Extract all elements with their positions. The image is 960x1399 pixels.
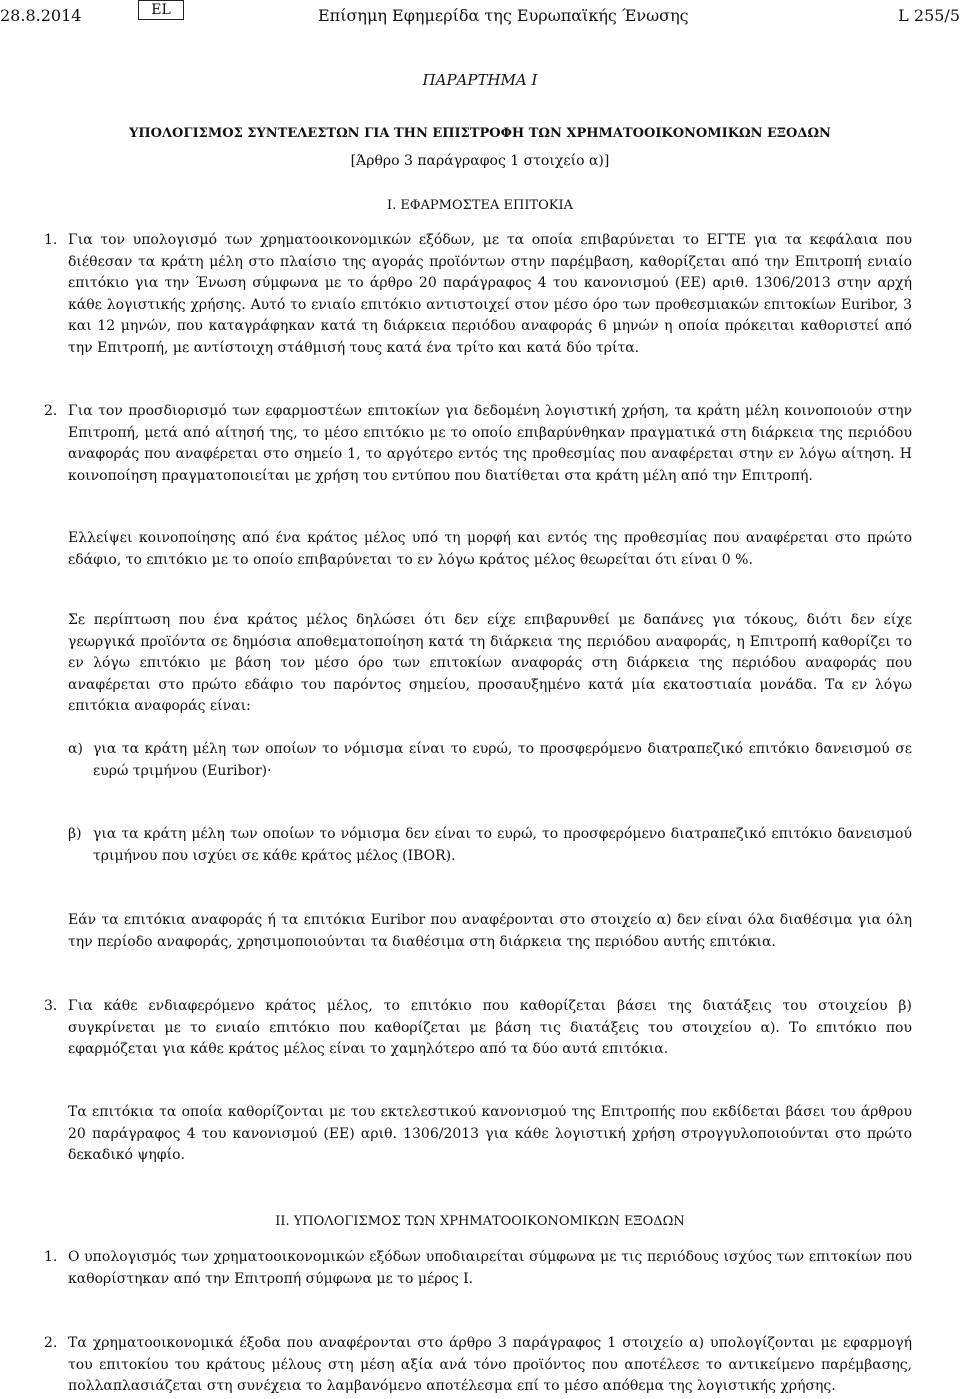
section-1-point-2-text: Για τον προσδιορισμό των εφαρμοστέων επιτοκίων για δεδομένη λογιστική χρήση, τα κράτη μέλη κοινοποιούν στην Επιτροπή, μετά από αίτησή της, το μέσο επιτόκιο με το οποίο επιβαρύνθηκαν πραγματικά στη διάρκεια της περιόδου αναφοράς που αναφέρεται στο σημείο 1, το αργότερο εντός της προθεσμίας που αναφέρεται στην εν λόγω αίτηση. Η κοινοποίηση πραγματοποιείται με χρήση του εντύπου που διατίθεται στα κράτη μέλη από την Επιτροπή.	[68, 403, 912, 484]
header-date: 28.8.2014	[0, 6, 82, 25]
section-1-point-3-paragraph-2: Τα επιτόκια τα οποία καθορίζονται με του εκτελεστικού κανονισμού της Επιτροπής που εκδίδεται βάσει του άρθρου 20 παράγραφος 4 του κανονισμού (ΕΕ) αριθ. 1306/2013 για κάθε λογιστική χρήση στρογγυλοποιούνται στο πρώτο δεκαδικό ψηφίο.	[68, 1104, 912, 1164]
section-1-point-2-paragraph-2: Ελλείψει κοινοποίησης από ένα κράτος μέλος υπό τη μορφή και εντός της προθεσμίας που αναφέρεται στο πρώτο εδάφιο, το επιτόκιο με το οποίο επιβαρύνεται το εν λόγω κράτος μέλος θεωρείται ότι είναι 0 %.	[68, 530, 912, 568]
annex-heading: ΠΑΡΑΡΤΗΜΑ I	[422, 71, 538, 89]
section-1-heading: I. ΕΦΑΡΜΟΣΤΕΑ ΕΠΙΤΟΚΙΑ	[386, 198, 574, 213]
list-item-a-label: α)	[68, 741, 83, 757]
section-1-point-3-number: 3.	[44, 998, 58, 1014]
section-1-point-1-text: Για τον υπολογισμό των χρηματοοικονομικών εξόδων, με τα οποία επιβαρύνεται το ΕΓΤΕ για τα κεφάλαια που διέθεσαν τα κράτη μέλη στο πλαίσιο της αγοράς προϊόντων στην παρέμβαση, καθορίζεται από την Επιτροπή ενιαίο επιτόκιο για την Ένωση σύμφωνα με το άρθρο 20 παράγραφος 4 του κανονισμού (ΕΕ) αριθ. 1306/2013 στην αρχή κάθε λογιστικής χρήσης. Αυτό το ενιαίο επιτόκιο αντιστοιχεί στον μέσο όρο των προθεσμιακών επιτοκίων Euribor, 3 και 12 μηνών, που καταγράφηκαν κατά τη διάρκεια περιόδου αναφοράς 6 μηνών η οποία πρόκειται καθοριστεί από την Επιτροπή, με αντίστοιχη στάθμισή τους κατά ένα τρίτο και κατά δύο τρίτα.	[68, 232, 912, 356]
section-2-point-1-text: Ο υπολογισμός των χρηματοοικονομικών εξόδων υποδιαιρείται σύμφωνα με τις περιόδους ισχύος των επιτοκίων που καθορίστηκαν από την Επιτροπή σύμφωνα με το μέρος I.	[68, 1249, 912, 1287]
list-item-a-text: για τα κράτη μέλη των οποίων το νόμισμα είναι το ευρώ, το προσφερόμενο διατραπεζικό επιτόκιο δανεισμού σε ευρώ τριμήνου (Euribor)·	[93, 741, 912, 779]
article-reference: [Άρθρο 3 παράγραφος 1 στοιχείο α)]	[350, 153, 610, 169]
section-2-point-2-text: Τα χρηματοοικονομικά έξοδα που αναφέρονται στο άρθρο 3 παράγραφος 1 στοιχείο α) υπολογίζονται με εφαρμογή του επιτοκίου του κράτους μέλους στη μέση αξία ανά τόνο προϊόντος που αποτέλεσε το αντικείμενο παρέμβασης, πολλαπλασιάζεται στη συνέχεια το λαμβανόμενο αποτέλεσμα επί το μέσο απόθεμα της λογιστικής χρήσης.	[68, 1335, 912, 1395]
section-1-point-2-paragraph-3: Σε περίπτωση που ένα κράτος μέλος δηλώσει ότι δεν είχε επιβαρυνθεί με δαπάνες για τόκους, διότι δεν είχε γεωργικά προϊόντα σε δημόσια αποθεματοποίηση κατά τη διάρκεια της περιόδου αναφοράς, η Επιτροπή καθορίζει το εν λόγω επιτόκιο με βάση τον μέσο όρο των επιτοκίων αναφοράς στη διάρκεια της περιόδου αναφοράς που αναφέρεται στο πρώτο εδάφιο του παρόντος σημείου, προσαυξημένο κατά μία εκατοστιαία μονάδα. Τα εν λόγω επιτόκια αναφοράς είναι:	[68, 612, 912, 715]
list-item-b-text: για τα κράτη μέλη των οποίων το νόμισμα δεν είναι το ευρώ, το προσφερόμενο διατραπεζικό επιτόκιο δανεισμού τριμήνου που ισχύει σε κάθε κράτος μέλος (IBOR).	[93, 826, 912, 864]
header-language-box: EL	[138, 0, 184, 20]
header-page-ref: L 255/5	[898, 6, 960, 25]
section-2-point-1-number: 1.	[44, 1249, 58, 1265]
section-2-point-2-number: 2.	[44, 1335, 58, 1351]
list-item-b-label: β)	[68, 826, 82, 842]
header-journal-title: Επίσημη Εφημερίδα της Ευρωπαϊκής Ένωσης	[318, 6, 689, 25]
section-2-heading: II. ΥΠΟΛΟΓΙΣΜΟΣ ΤΩΝ ΧΡΗΜΑΤΟΟΙΚΟΝΟΜΙΚΩΝ ΕΞΟΔΩΝ	[275, 1214, 685, 1229]
document-title: ΥΠΟΛΟΓΙΣΜΟΣ ΣΥΝΤΕΛΕΣΤΩΝ ΓΙΑ ΤΗΝ ΕΠΙΣΤΡΟΦΗ ΤΩΝ ΧΡΗΜΑΤΟΟΙΚΟΝΟΜΙΚΩΝ ΕΞΟΔΩΝ	[129, 126, 831, 141]
section-1-point-1-number: 1.	[44, 232, 58, 248]
section-1-point-2-paragraph-4: Εάν τα επιτόκια αναφοράς ή τα επιτόκια Euribor που αναφέρονται στο στοιχείο α) δεν είναι όλα διαθέσιμα για όλη την περίοδο αναφοράς, χρησιμοποιούνται τα διαθέσιμα στη διάρκεια της περιόδου αυτής επιτόκια.	[68, 912, 912, 950]
section-1-point-2-number: 2.	[44, 403, 58, 419]
section-1-point-3-text: Για κάθε ενδιαφερόμενο κράτος μέλος, το επιτόκιο που καθορίζεται βάσει της διατάξεις του στοιχείου β) συγκρίνεται με το ενιαίο επιτόκιο που καθορίζεται με βάση τις διατάξεις του στοιχείου α). Το επιτόκιο που εφαρμόζεται για κάθε κράτος μέλος είναι το χαμηλότερο από τα δύο αυτά επιτόκια.	[68, 998, 912, 1058]
